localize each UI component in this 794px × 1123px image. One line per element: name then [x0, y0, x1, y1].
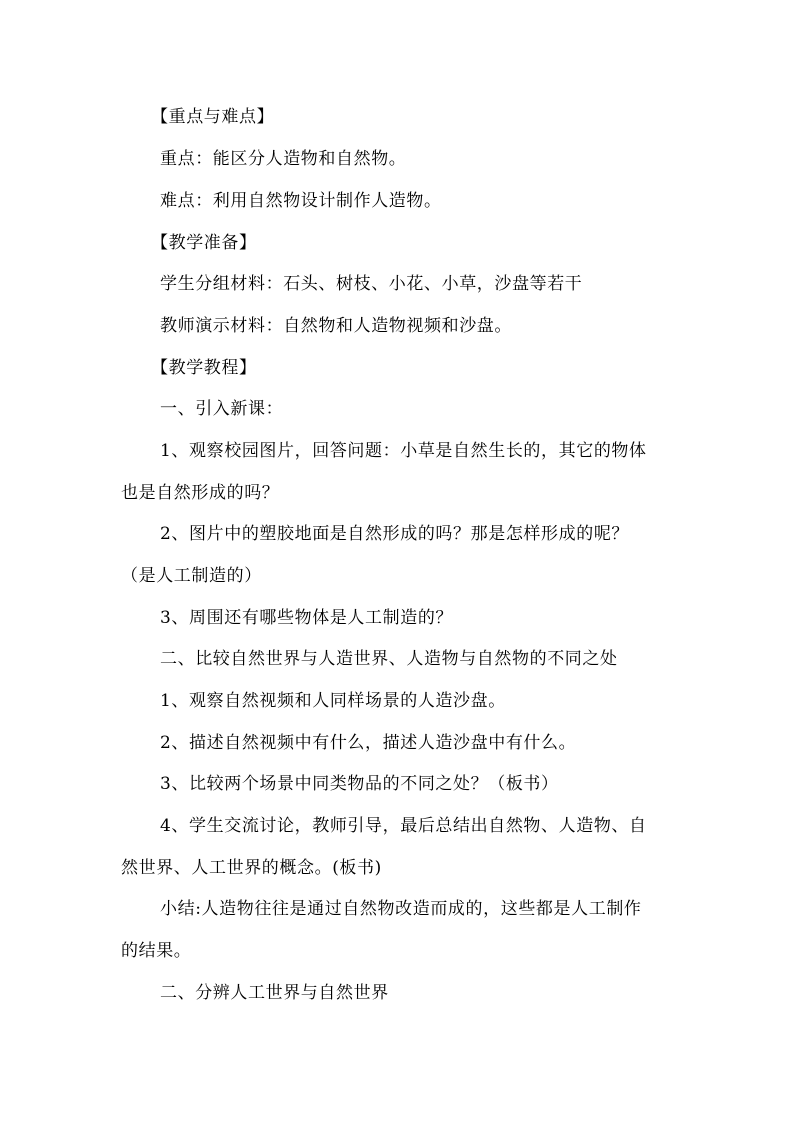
paragraph-comparison-step-4-continued: 然世界、人工世界的概念。(板书) [121, 858, 382, 878]
paragraph-summary-continued: 的结果。 [121, 941, 192, 961]
paragraph-teacher-materials: 教师演示材料：自然物和人造物视频和沙盘。 [160, 316, 512, 336]
paragraph-step-3: 3、周围还有哪些物体是人工制造的？ [160, 608, 454, 628]
paragraph-student-materials: 学生分组材料：石头、树枝、小花、小草，沙盘等若干 [160, 274, 583, 294]
paragraph-comparison-step-3: 3、比较两个场景中同类物品的不同之处？（板书） [160, 774, 559, 794]
subheading-distinguish: 二、分辨人工世界与自然世界 [160, 983, 389, 1003]
paragraph-step-1-continued: 也是自然形成的吗？ [121, 483, 280, 503]
paragraph-difficulty: 难点：利用自然物设计制作人造物。 [160, 191, 442, 211]
paragraph-comparison-step-1: 1、观察自然视频和人同样场景的人造沙盘。 [160, 691, 506, 711]
subheading-comparison: 二、比较自然世界与人造世界、人造物与自然物的不同之处 [160, 649, 618, 669]
section-heading-key-points: 【重点与难点】 [151, 107, 275, 127]
paragraph-comparison-step-4: 4、学生交流讨论，教师引导，最后总结出自然物、人造物、自 [160, 816, 647, 836]
paragraph-comparison-step-2: 2、描述自然视频中有什么，描述人造沙盘中有什么。 [160, 733, 577, 753]
paragraph-step-2: 2、图片中的塑胶地面是自然形成的吗？那是怎样形成的呢？ [160, 524, 630, 544]
subheading-introduction: 一、引入新课： [160, 399, 284, 419]
paragraph-step-2-continued: （是人工制造的） [121, 566, 262, 586]
paragraph-summary: 小结:人造物往往是通过自然物改造而成的，这些都是人工制作 [160, 899, 642, 919]
section-heading-preparation: 【教学准备】 [151, 233, 257, 253]
section-heading-process: 【教学教程】 [151, 358, 257, 378]
paragraph-step-1: 1、观察校园图片，回答问题：小草是自然生长的，其它的物体 [160, 441, 647, 461]
paragraph-key-point: 重点：能区分人造物和自然物。 [160, 149, 407, 169]
